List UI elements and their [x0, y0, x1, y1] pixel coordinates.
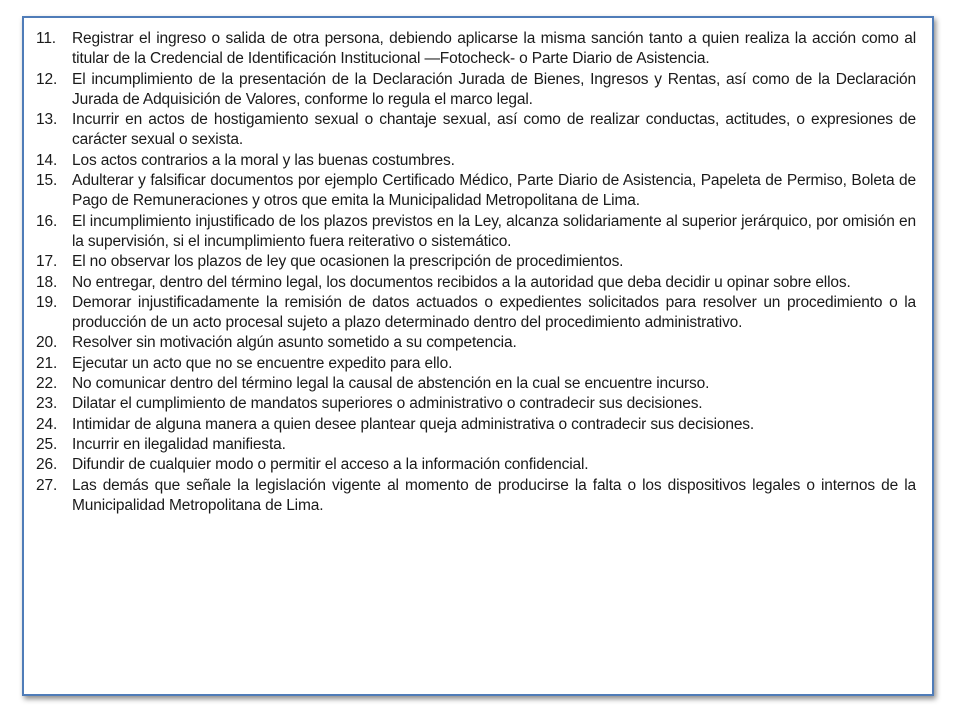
list-item	[36, 374, 916, 394]
item-text: Intimidar de alguna manera a quien desee plantear queja administrativa o contradecir sus decisiones.	[72, 415, 755, 433]
item-number: 27.	[36, 476, 58, 494]
document-frame	[22, 16, 934, 696]
list-item	[36, 415, 916, 435]
item-number: 21.	[36, 354, 58, 372]
item-text: Adulterar y falsificar documentos por ejemplo Certificado Médico, Parte Diario de Asistencia, Papeleta de Permiso, Boleta de Pago de Remuneraciones y otros que emita la Municipalidad Metropolitana de Lima.	[72, 172, 916, 210]
item-number: 20.	[36, 334, 58, 352]
list-item	[36, 476, 916, 517]
item-text: Difundir de cualquier modo o permitir el acceso a la información confidencial.	[72, 456, 589, 474]
item-text: Resolver sin motivación algún asunto sometido a su competencia.	[72, 334, 517, 352]
list-item	[36, 212, 916, 253]
item-number: 12.	[36, 70, 58, 88]
infraction-list	[36, 29, 916, 516]
list-item	[36, 354, 916, 374]
item-number: 26.	[36, 456, 58, 474]
item-number: 22.	[36, 375, 58, 393]
list-item	[36, 171, 916, 212]
item-text: No comunicar dentro del término legal la causal de abstención en la cual se encuentre incurso.	[72, 375, 710, 393]
list-item	[36, 252, 916, 272]
item-text: Las demás que señale la legislación vigente al momento de producirse la falta o los dispositivos legales o internos de la Municipalidad Metropolitana de Lima.	[72, 476, 916, 514]
list-item	[36, 151, 916, 171]
item-number: 15.	[36, 172, 58, 190]
item-text: Demorar injustificadamente la remisión de datos actuados o expedientes solicitados para resolver un procedimiento o la producción de un acto procesal sujeto a plazo determinado dentro del procedimiento administrativo.	[72, 293, 916, 332]
item-number: 19.	[36, 293, 58, 311]
item-number: 11.	[36, 30, 56, 47]
item-text: Dilatar el cumplimiento de mandatos superiores o administrativo o contradecir sus decisiones.	[72, 395, 703, 413]
item-text: Ejecutar un acto que no se encuentre expedito para ello.	[72, 354, 453, 372]
item-text: Registrar el ingreso o salida de otra persona, debiendo aplicarse la misma sanción tanto a quien realiza la acción como al titular de la Credencial de Identificación Institucional —Fotocheck- o Parte Diario de Asistencia.	[72, 30, 916, 68]
item-number: 23.	[36, 395, 58, 413]
list-item	[36, 110, 916, 151]
list-item	[36, 70, 916, 111]
item-text: Incurrir en ilegalidad manifiesta.	[72, 435, 286, 453]
list-item	[36, 293, 916, 334]
item-number: 25.	[36, 435, 58, 453]
list-item	[36, 333, 916, 353]
item-number: 14.	[36, 151, 58, 169]
list-item	[36, 273, 916, 293]
list-item	[36, 29, 916, 70]
list-item	[36, 435, 916, 455]
list-item	[36, 455, 916, 475]
item-number: 16.	[36, 212, 58, 230]
item-text: El incumplimiento injustificado de los plazos previstos en la Ley, alcanza solidariamente al superior jerárquico, por omisión en la supervisión, si el incumplimiento fuera reiterativo o sistemático.	[72, 212, 916, 250]
item-number: 18.	[36, 273, 58, 291]
item-number: 24.	[36, 415, 58, 433]
item-text: El incumplimiento de la presentación de la Declaración Jurada de Bienes, Ingresos y Rentas, así como de la Declaración Jurada de Adquisición de Valores, conforme lo regula el marco legal.	[72, 70, 916, 108]
item-text: Incurrir en actos de hostigamiento sexual o chantaje sexual, así como de realizar conductas, actitudes, o expresiones de carácter sexual o sexista.	[72, 111, 916, 149]
item-text: El no observar los plazos de ley que ocasionen la prescripción de procedimientos.	[72, 253, 624, 271]
item-number: 13.	[36, 111, 58, 129]
item-text: No entregar, dentro del término legal, los documentos recibidos a la autoridad que deba decidir u opinar sobre ellos.	[72, 273, 851, 291]
item-text: Los actos contrarios a la moral y las buenas costumbres.	[72, 151, 455, 169]
list-item	[36, 394, 916, 414]
item-number: 17.	[36, 253, 58, 271]
